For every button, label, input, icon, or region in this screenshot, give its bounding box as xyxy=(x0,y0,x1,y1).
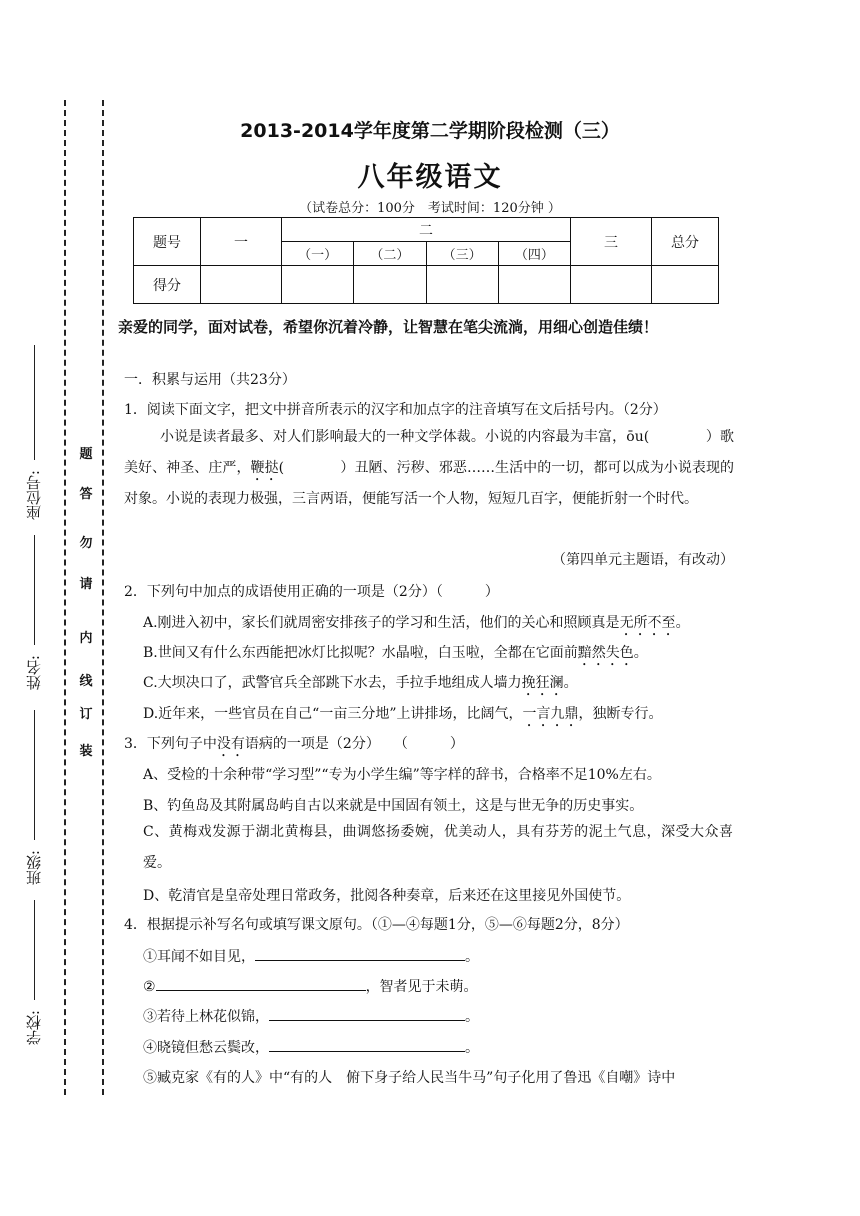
q3-option-a[interactable]: A、受检的十余种带“学习型”“专为小学生编”等字样的辞书，合格率不足10%左右。 xyxy=(143,767,661,783)
q3-option-c[interactable]: C、黄梅戏发源于湖北黄梅县，曲调悠扬委婉，优美动人，具有芬芳的泥土气息，深受大众喜爱。 xyxy=(143,824,733,871)
q3-stem: 3．下列句子中没有语病的一项是（2分） （ ） xyxy=(124,736,464,752)
table-subheader: （四） xyxy=(498,242,570,266)
notice-char: 勿 xyxy=(79,536,93,551)
q2-option-b[interactable]: B.世间又有什么东西能把冰灯比拟呢？水晶啦，白玉啦，全都在它面前黯然失色。 xyxy=(143,645,648,661)
dotted-word: 鞭挞 xyxy=(250,460,279,476)
table-subheader: （三） xyxy=(426,242,498,266)
score-cell[interactable] xyxy=(201,266,282,304)
subject-title: 八年级语文 xyxy=(357,162,503,193)
q1-source: （第四单元主题语，有改动） xyxy=(552,552,734,568)
q3-option-d[interactable]: D、乾清官是皇帝处理日常政务，批阅各种奏章，后来还在这里接见外国使节。 xyxy=(143,888,631,904)
score-cell[interactable] xyxy=(652,266,719,304)
notice-char: 题 xyxy=(79,447,93,462)
notice-char: 内 xyxy=(79,631,93,646)
notice-char: 订 xyxy=(79,707,93,722)
answer-blank[interactable] xyxy=(269,1037,465,1052)
table-header-part-3: 三 xyxy=(571,218,652,266)
q2-option-d[interactable]: D.近年来，一些官员在自己“一亩三分地”上讲排场，比阔气，一言九鼎，独断专行。 xyxy=(143,706,663,722)
answer-blank[interactable] xyxy=(156,976,366,991)
notice-char: 线 xyxy=(79,674,93,689)
class-label: 班级: xyxy=(25,850,43,886)
q4-item-3: ③若待上林花似锦， 。 xyxy=(143,1006,479,1026)
section-heading: 一．积累与运用（共23分） xyxy=(124,372,296,388)
name-underline-top xyxy=(34,535,35,645)
exam-title: 2013-2014学年度第二学期阶段检测（三） xyxy=(240,120,620,142)
score-cell[interactable] xyxy=(282,266,354,304)
q1-passage: 小说是读者最多、对人们影响最大的一种文学体裁。小说的内容最为丰富，ōu( ）歌美好、神圣、庄严，鞭挞( ）丑陋、污秽、邪恶……生活中的一切，都可以成为小说表现的对象。小说的表现力极强，三言两语，便能写活一个人物，短短几百字，便能折射一个时代。 xyxy=(124,429,735,507)
q4-item-2: ② ，智者见于未萌。 xyxy=(143,976,478,996)
q4-item-4: ④晓镜但愁云鬓改， 。 xyxy=(143,1037,479,1057)
score-table xyxy=(133,217,719,304)
score-cell[interactable] xyxy=(571,266,652,304)
notice-char: 答 xyxy=(79,487,93,502)
table-subheader: （二） xyxy=(354,242,426,266)
motto: 亲爱的同学，面对试卷，希望你沉着冷静，让智慧在笔尖流淌，用细心创造佳绩！ xyxy=(118,318,659,336)
q4-item-1: ①耳闻不如目见， 。 xyxy=(143,946,479,966)
q3-option-b[interactable]: B、钓鱼岛及其附属岛屿自古以来就是中国固有领土，这是与世无争的历史事实。 xyxy=(143,798,644,814)
seat-label: 座位号: xyxy=(25,470,43,521)
score-cell[interactable] xyxy=(498,266,570,304)
seat-underline xyxy=(34,345,35,460)
score-cell[interactable] xyxy=(354,266,426,304)
table-header-part-1: 一 xyxy=(201,218,282,266)
name-label: 姓名: xyxy=(25,655,43,691)
q1-stem: 1．阅读下面文字，把文中拼音所表示的汉字和加点字的注音填写在文后括号内。（2分） xyxy=(124,402,667,418)
table-header-total: 总分 xyxy=(652,218,719,266)
binding-dashed-line-inner xyxy=(102,100,104,1095)
q2-stem: 2．下列句中加点的成语使用正确的一项是（2分）（ ） xyxy=(124,584,499,600)
answer-blank[interactable] xyxy=(269,1006,465,1021)
q2-option-c[interactable]: C.大坝决口了，武警官兵全部跳下水去，手拉手地组成人墙力挽狂澜。 xyxy=(143,675,578,691)
q4-item-5: ⑤臧克家《有的人》中“有的人 俯下身子给人民当牛马”句子化用了鲁迅《自嘲》诗中 xyxy=(143,1070,676,1086)
name-underline xyxy=(34,710,35,840)
exam-info: （试卷总分：100分 考试时间：120分钟 ） xyxy=(299,201,561,216)
binding-dashed-line-outer xyxy=(64,100,66,1095)
table-header-question-no: 题号 xyxy=(134,218,201,266)
q4-stem: 4．根据提示补写名句或填写课文原句。（①—④每题1分，⑤—⑥每题2分，8分） xyxy=(124,917,629,933)
table-header-score: 得分 xyxy=(134,266,201,304)
score-cell[interactable] xyxy=(426,266,498,304)
school-label: 学校: xyxy=(25,1010,43,1046)
answer-blank[interactable] xyxy=(255,946,465,961)
class-underline xyxy=(34,900,35,1000)
notice-char: 装 xyxy=(79,744,93,759)
notice-char: 请 xyxy=(79,577,93,592)
table-subheader: （一） xyxy=(282,242,354,266)
q2-option-a[interactable]: A.刚进入初中，家长们就周密安排孩子的学习和生活，他们的关心和照顾真是无所不至。 xyxy=(143,615,690,631)
table-header-part-2: 二 xyxy=(282,218,571,242)
